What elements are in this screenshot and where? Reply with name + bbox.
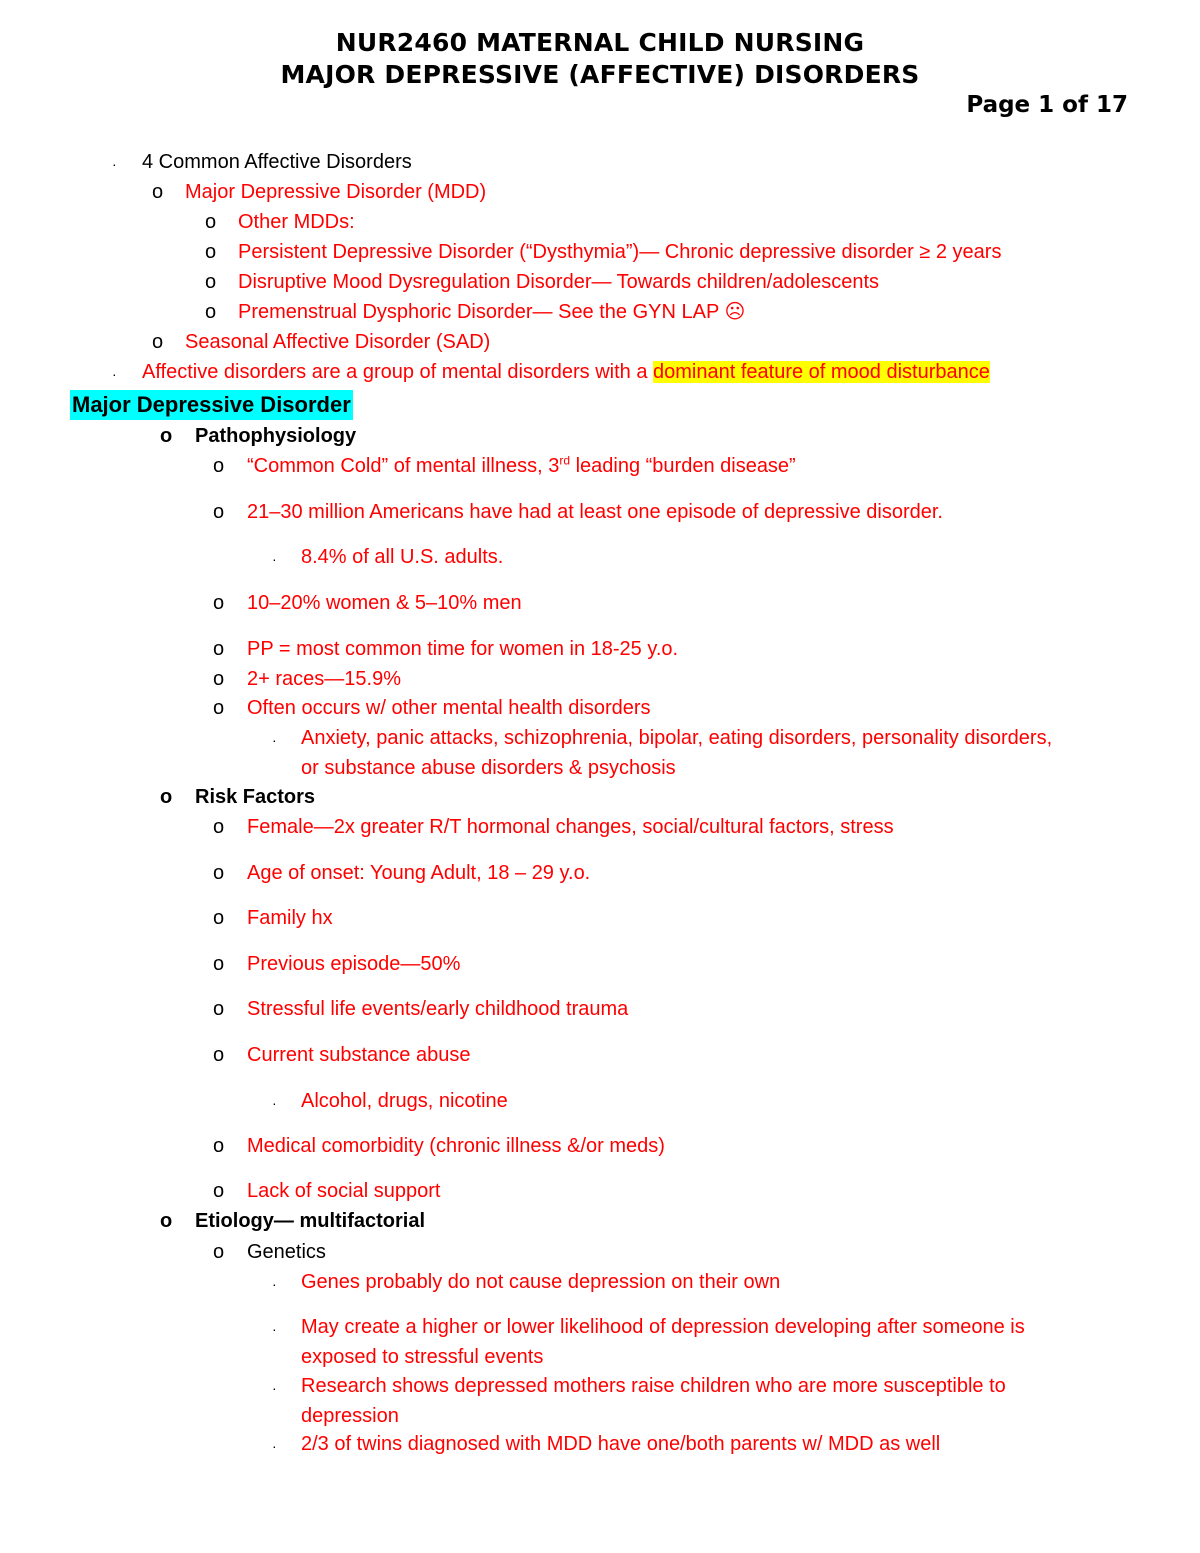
circle-marker: o: [213, 1044, 225, 1066]
bullet-marker: ·: [272, 551, 277, 567]
circle-marker: o: [205, 301, 217, 323]
bullet-marker: ·: [112, 156, 117, 172]
list-item-support: Lack of social support: [247, 1180, 441, 1202]
affective-prefix: Affective disorders are a group of mental disorders with a: [142, 361, 653, 383]
circle-marker: o: [160, 1210, 173, 1232]
list-item-millions: 21–30 million Americans have had at least one episode of depressive disorder.: [247, 501, 943, 523]
circle-marker: o: [213, 501, 225, 523]
circle-marker: o: [213, 455, 225, 477]
list-item-stressful: Stressful life events/early childhood trauma: [247, 998, 629, 1020]
highlighted-text: dominant feature of mood disturbance: [653, 361, 990, 383]
list-item-research-line2: depression: [301, 1405, 399, 1427]
list-item-female: Female—2x greater R/T hormonal changes, social/cultural factors, stress: [247, 816, 894, 838]
circle-marker: o: [213, 638, 225, 660]
bullet-marker: ·: [112, 366, 117, 382]
circle-marker: o: [213, 953, 225, 975]
risk-factors-label: Risk Factors: [195, 786, 316, 808]
document-title-line2: MAJOR DEPRESSIVE (AFFECTIVE) DISORDERS: [280, 60, 920, 89]
list-item-premenstrual: Premenstrual Dysphoric Disorder— See the GYN LAP ☹: [238, 301, 746, 323]
circle-marker: o: [213, 998, 225, 1020]
list-item-common-disorders: 4 Common Affective Disorders: [142, 151, 412, 173]
pathophysiology-label: Pathophysiology: [195, 425, 357, 447]
circle-marker: o: [160, 425, 173, 447]
list-item-research-line1: Research shows depressed mothers raise children who are more susceptible to: [301, 1375, 1006, 1397]
list-item-substance: Current substance abuse: [247, 1044, 471, 1066]
circle-marker: o: [160, 786, 173, 808]
bullet-marker: ·: [272, 1438, 277, 1454]
circle-marker: o: [213, 1241, 225, 1263]
circle-marker: o: [205, 211, 217, 233]
bullet-marker: ·: [272, 1321, 277, 1337]
common-cold-rest: leading “burden disease”: [570, 455, 796, 477]
list-item-may-line1: May create a higher or lower likelihood of depression developing after someone is: [301, 1316, 1025, 1338]
list-item-anxiety-line2: or substance abuse disorders & psychosis: [301, 757, 676, 779]
circle-marker: o: [152, 331, 164, 353]
list-item-may-line2: exposed to stressful events: [301, 1346, 544, 1368]
circle-marker: o: [213, 907, 225, 929]
list-item-alcohol: Alcohol, drugs, nicotine: [301, 1090, 508, 1112]
list-item-races: 2+ races—15.9%: [247, 668, 401, 690]
circle-marker: o: [213, 592, 225, 614]
circle-marker: o: [213, 1135, 225, 1157]
list-item-common-cold: [247, 454, 796, 478]
bullet-marker: ·: [272, 1380, 277, 1396]
list-item-women-men: 10–20% women & 5–10% men: [247, 592, 522, 614]
list-item-genes: Genes probably do not cause depression on their own: [301, 1271, 781, 1293]
bullet-marker: ·: [272, 1276, 277, 1292]
list-item-previous: Previous episode—50%: [247, 953, 461, 975]
circle-marker: o: [213, 1180, 225, 1202]
list-item-age: Age of onset: Young Adult, 18 – 29 y.o.: [247, 862, 591, 884]
list-item-anxiety-line1: Anxiety, panic attacks, schizophrenia, bipolar, eating disorders, personality disorders,: [301, 727, 1053, 749]
circle-marker: o: [213, 668, 225, 690]
list-item-mdd: Major Depressive Disorder (MDD): [185, 181, 487, 203]
list-item-persistent: Persistent Depressive Disorder (“Dysthymia”)— Chronic depressive disorder ≥ 2 years: [238, 241, 1002, 263]
circle-marker: o: [213, 816, 225, 838]
list-item-genetics: Genetics: [247, 1241, 326, 1263]
list-item-adults: 8.4% of all U.S. adults.: [301, 546, 504, 568]
document-title-line1: NUR2460 MATERNAL CHILD NURSING: [335, 28, 865, 57]
etiology-label: Etiology— multifactorial: [195, 1210, 426, 1232]
list-item-medical: Medical comorbidity (chronic illness &/or meds): [247, 1135, 665, 1157]
bullet-marker: ·: [272, 1095, 277, 1111]
circle-marker: o: [205, 271, 217, 293]
list-item-often: Often occurs w/ other mental health disorders: [247, 697, 651, 719]
page-number: Page 1 of 17: [966, 92, 1128, 118]
list-item-family: Family hx: [247, 907, 333, 929]
circle-marker: o: [213, 862, 225, 884]
section-heading: Major Depressive Disorder: [70, 390, 353, 420]
bullet-marker: ·: [272, 732, 277, 748]
circle-marker: o: [205, 241, 217, 263]
common-cold-text: “Common Cold” of mental illness, 3: [247, 455, 560, 477]
circle-marker: o: [213, 697, 225, 719]
ordinal-superscript: rd: [559, 453, 571, 468]
list-item-affective-definition: [142, 360, 990, 384]
list-item-sad: Seasonal Affective Disorder (SAD): [185, 331, 491, 353]
list-item-other-mdds: Other MDDs:: [238, 211, 355, 233]
list-item-pp: PP = most common time for women in 18-25 y.o.: [247, 638, 679, 660]
list-item-disruptive: Disruptive Mood Dysregulation Disorder— Towards children/adolescents: [238, 271, 880, 293]
list-item-twins: 2/3 of twins diagnosed with MDD have one/both parents w/ MDD as well: [301, 1433, 941, 1455]
circle-marker: o: [152, 181, 164, 203]
